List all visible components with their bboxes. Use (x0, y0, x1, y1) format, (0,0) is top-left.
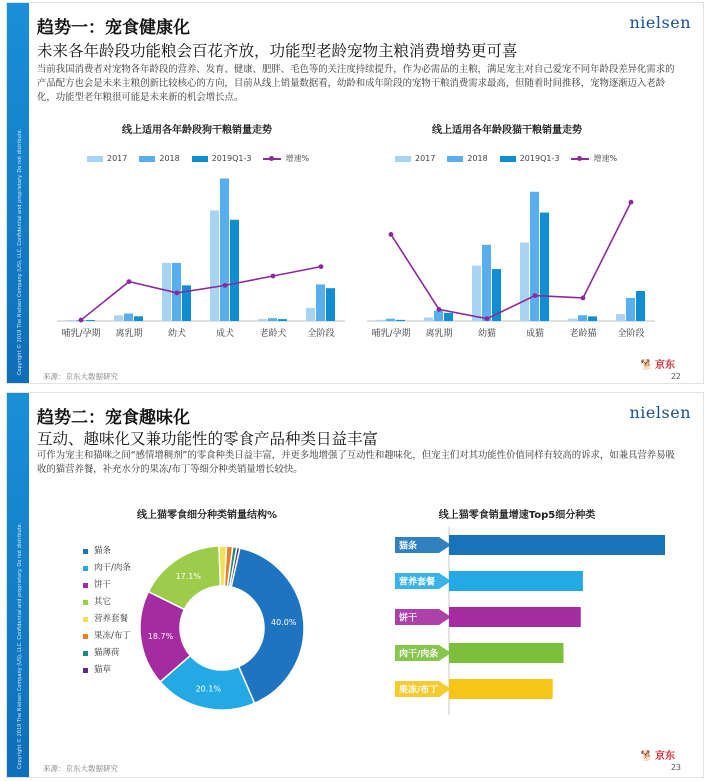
growth-point-全阶段 (319, 264, 324, 269)
legend-swatch (83, 583, 88, 588)
hbar-猫条 (449, 535, 665, 555)
pie-legend-item (83, 543, 131, 560)
bar-2018-老龄猫 (578, 315, 587, 321)
bar-2019Q1-3-全阶段 (636, 291, 645, 321)
cat-chart-legend: 2017 2018 2019Q1-3 增速% (395, 153, 617, 164)
bar-2017-离乳期 (424, 318, 433, 321)
growth-point-幼猫 (485, 316, 490, 321)
hbar-chart-title: 线上猫零食销量增速Top5细分种类 (438, 510, 596, 521)
side-strip (7, 393, 29, 777)
pie-legend-item (83, 594, 131, 611)
slide-23 (6, 392, 704, 778)
hbar-label: 营养套餐 (399, 577, 436, 588)
bar-2017-全阶段 (306, 308, 315, 321)
growth-point-成猫 (533, 293, 538, 298)
cat-chart-title: 线上适用各年龄段猫干粮销量走势 (432, 125, 582, 136)
pie-chart-title: 线上猫零食细分种类销量结构% (136, 510, 278, 521)
pie-value-label: 40.0% (271, 618, 297, 628)
legend-label: 肉干/肉条 (94, 563, 131, 573)
x-tick-label: 幼犬 (167, 329, 187, 339)
hbar-label: 猫条 (399, 541, 418, 552)
bar-2019Q1-3-成猫 (540, 213, 549, 321)
slide-description: 可作为宠主和猫咪之间“感情增稠剂”的零食种类日益丰富，并更多地增强了互动性和趣味化，但宠主们对其功能性价值同样有较高的诉求，如兼具营养易吸收的猫营养餐，补充水分的果冻/布丁等细分种类销量增长较快。 (37, 450, 675, 475)
legend-swatch (83, 634, 88, 639)
hbar-营养套餐 (449, 571, 583, 591)
hbar-label: 果冻/布丁 (399, 685, 439, 696)
growth-point-成犬 (223, 283, 228, 288)
hbar-label: 肉干/肉条 (399, 649, 439, 660)
legend-swatch (83, 549, 88, 554)
growth-point-哺乳/孕期 (79, 318, 84, 323)
bar-2017-成犬 (210, 210, 219, 321)
legend-swatch (83, 668, 88, 673)
x-tick-label: 成犬 (215, 329, 235, 339)
bar-2018-幼猫 (482, 245, 491, 321)
trend-title: 趋势一：宠食健康化 (37, 18, 190, 38)
x-tick-label: 成猫 (525, 329, 545, 339)
x-tick-label: 离乳期 (425, 329, 453, 339)
legend-label: 饼干 (94, 580, 112, 590)
jd-logo: 🐕 京东 (640, 751, 675, 762)
legend-label: 猫草 (94, 665, 112, 675)
bar-2019Q1-3-离乳期 (134, 316, 143, 321)
source-note: 来源：京东大数据研究 (43, 372, 118, 381)
bar-2019Q1-3-哺乳/孕期 (396, 320, 405, 321)
pie-legend-item (83, 628, 131, 645)
bar-2018-离乳期 (124, 314, 133, 322)
page-number: 22 (670, 372, 681, 381)
x-tick-label: 全阶段 (617, 329, 645, 339)
x-tick-label: 哺乳/孕期 (371, 329, 411, 339)
dog-chart-legend: 2017 2018 2019Q1-3 增速% (87, 153, 309, 164)
bar-2019Q1-3-哺乳/孕期 (86, 320, 95, 321)
bar-2018-全阶段 (626, 298, 635, 321)
snack-growth-bar-chart (387, 521, 687, 721)
bar-2018-哺乳/孕期 (386, 319, 395, 321)
slide-subtitle: 互动、趣味化又兼功能性的零食产品种类日益丰富 (37, 430, 379, 448)
trend-title: 趋势二：宠食趣味化 (37, 408, 190, 428)
x-tick-label: 全阶段 (307, 329, 335, 339)
bar-2017-成猫 (520, 243, 529, 321)
bar-2018-老龄犬 (268, 318, 277, 321)
jd-logo: 🐕 京东 (640, 360, 675, 371)
legend-swatch (83, 600, 88, 605)
bar-2019Q1-3-离乳期 (444, 313, 453, 321)
side-strip (7, 3, 29, 383)
bar-2018-成犬 (220, 179, 229, 322)
snack-pie-chart (137, 543, 307, 713)
bar-2019Q1-3-老龄犬 (278, 319, 287, 321)
pie-value-label: 20.1% (195, 684, 221, 694)
bar-2017-老龄猫 (568, 319, 577, 321)
dog-chart-title: 线上适用各年龄段狗干粮销量走势 (122, 125, 272, 136)
bar-2018-离乳期 (434, 311, 443, 321)
pie-legend-item (83, 662, 131, 679)
bar-2017-全阶段 (616, 314, 625, 321)
growth-point-老龄猫 (581, 296, 586, 301)
pie-legend-item (83, 577, 131, 594)
hbar-饼干 (449, 607, 581, 627)
x-tick-label: 幼猫 (477, 329, 497, 339)
pie-legend-item (83, 560, 131, 577)
growth-point-全阶段 (629, 200, 634, 205)
legend-label: 其它 (94, 597, 112, 607)
pie-legend-item (83, 645, 131, 662)
source-note: 来源：京东大数据研究 (43, 764, 118, 773)
slide-subtitle: 未来各年龄段功能粮会百花齐放，功能型老龄宠物主粮消费增势更可喜 (37, 42, 518, 60)
legend-label: 猫薄荷 (94, 648, 120, 658)
bar-2018-成猫 (530, 192, 539, 321)
bar-2019Q1-3-成犬 (230, 220, 239, 321)
x-tick-label: 老龄犬 (259, 329, 287, 339)
growth-point-幼犬 (175, 290, 180, 295)
growth-point-离乳期 (437, 307, 442, 312)
bar-2019Q1-3-老龄猫 (588, 316, 597, 321)
page-number: 23 (670, 763, 681, 772)
hbar-果冻/布丁 (449, 679, 553, 699)
pie-legend-item (83, 611, 131, 628)
nielsen-logo: nielsen (629, 13, 691, 32)
legend-label: 营养套餐 (94, 614, 129, 624)
growth-point-老龄犬 (271, 274, 276, 279)
bar-2017-幼猫 (472, 266, 481, 321)
copyright-text: Copyright © 2019 The Nielsen Company (US), LLC. Confidential and proprietary. Do not distribute. (17, 522, 23, 769)
pie-legend (83, 543, 131, 679)
growth-line (391, 202, 631, 319)
growth-point-离乳期 (127, 279, 132, 284)
slide-22 (6, 2, 704, 384)
legend-label: 猫条 (94, 546, 112, 556)
legend-label: 果冻/布丁 (94, 631, 131, 641)
pie-value-label: 18.7% (147, 631, 174, 641)
cat-dry-food-chart (361, 165, 661, 349)
bar-2017-老龄犬 (258, 319, 267, 321)
growth-point-哺乳/孕期 (389, 232, 394, 237)
bar-2018-全阶段 (316, 284, 325, 321)
copyright-text: Copyright © 2019 The Nielsen Company (US), LLC. Confidential and proprietary. Do not distribute. (17, 128, 23, 375)
pie-value-label: 17.1% (175, 571, 202, 581)
dog-dry-food-chart (51, 165, 351, 349)
bar-2019Q1-3-全阶段 (326, 288, 335, 321)
hbar-label: 饼干 (399, 613, 418, 624)
bar-2017-哺乳/孕期 (66, 320, 75, 321)
nielsen-logo: nielsen (629, 403, 691, 422)
x-tick-label: 老龄猫 (569, 329, 597, 339)
legend-swatch (83, 617, 88, 622)
x-tick-label: 离乳期 (115, 329, 143, 339)
x-tick-label: 哺乳/孕期 (61, 329, 101, 339)
bar-2017-哺乳/孕期 (376, 320, 385, 321)
bar-2017-离乳期 (114, 315, 123, 321)
legend-swatch (83, 651, 88, 656)
hbar-肉干/肉条 (449, 643, 563, 663)
slide-description: 当前我国消费者对宠物各年龄段的营养、发育、健康、肥胖、毛色等的关注度持续提升，作为必需品的主粮，满足宠主对自己爱宠不同年龄段差异化需求的产品配方也会是未来主粮创新比较核心的方向，目前从线上销量数据看，幼龄和成年阶段的宠物干粮消费需求最高，但随着时间推移，宠物逐渐迈入老龄化，功能型老年粮很可能是未来新的机会增长点。 (37, 64, 675, 103)
growth-line (81, 267, 321, 320)
legend-swatch (83, 566, 88, 571)
